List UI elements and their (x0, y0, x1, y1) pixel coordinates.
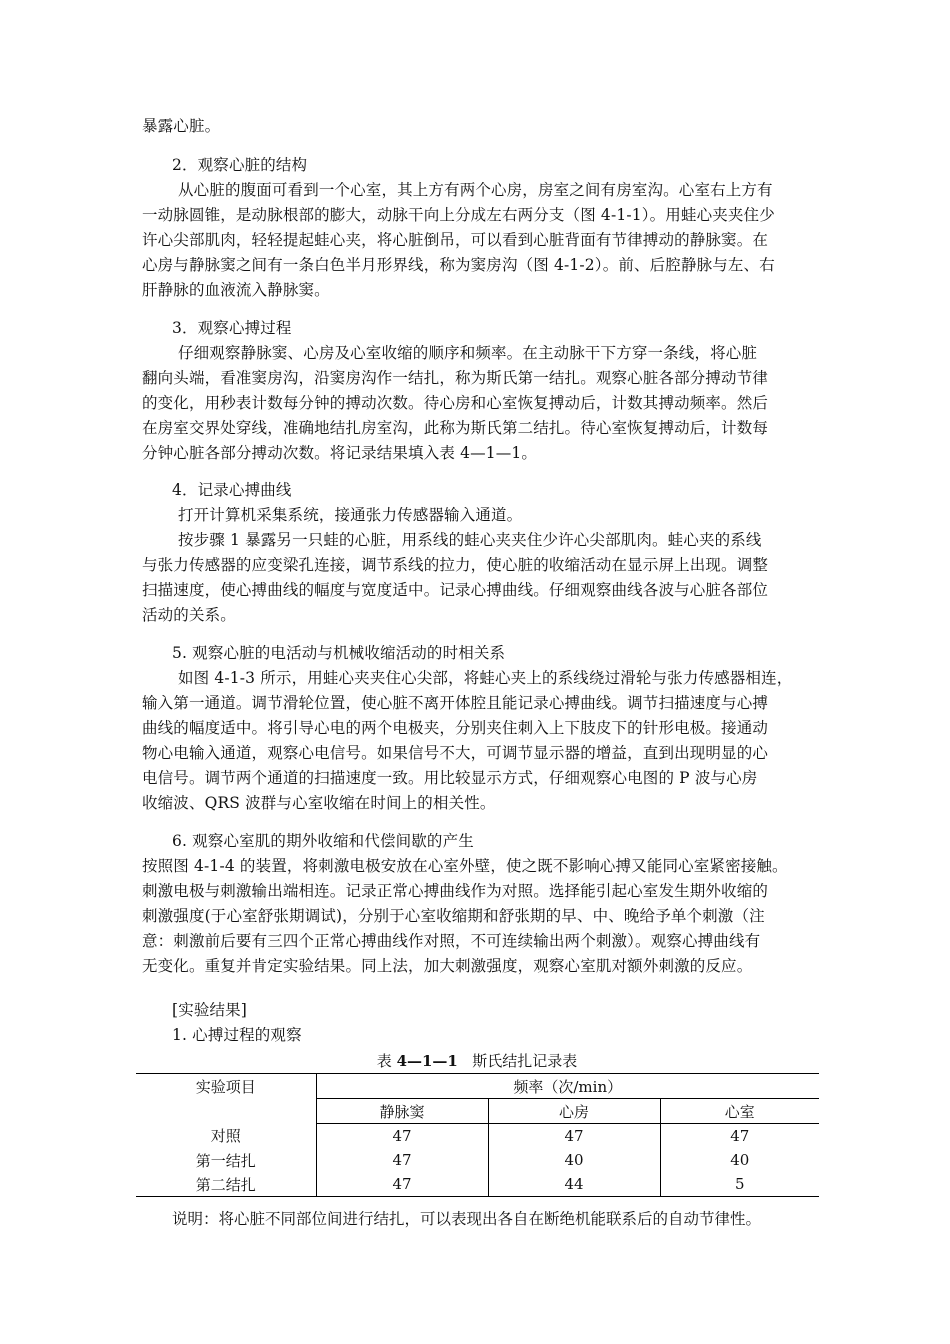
text-line: 4．记录心搏曲线 (172, 481, 292, 499)
subheader-ventricle: 心室 (660, 1099, 819, 1124)
cell-ventricle: 40 (730, 1151, 750, 1169)
row-label: 第一结扎 (136, 1148, 316, 1172)
text-line: [实验结果] (172, 1001, 247, 1019)
text-line: 3．观察心搏过程 (172, 319, 292, 337)
table-row (136, 1124, 819, 1149)
text-line: 从心脏的腹面可看到一个心室，其上方有两个心房，房室之间有房室沟。心室右上方有 (178, 181, 773, 199)
text-line: 如图 4-1-3 所示，用蛙心夹夹住心尖部，将蛙心夹上的系线绕过滑轮与张力传感器相连， (178, 669, 793, 687)
text-line: 刺激强度(于心室舒张期调试)，分别于心室收缩期和舒张期的早、中、晚给予单个刺激（注 (142, 907, 765, 925)
table-note: 说明：将心脏不同部位间进行结扎，可以表现出各自在断绝机能联系后的自动节律性。 (172, 1210, 762, 1228)
text-line: 物心电输入通道，观察心电信号。如果信号不大，可调节显示器的增益，直到出现明显的心 (142, 744, 769, 762)
text-line: 心房与静脉窦之间有一条白色半月形界线，称为窦房沟（图 4-1-2）。前、后腔静脉与左、右 (142, 256, 775, 274)
cell-sinus: 47 (316, 1172, 488, 1197)
text-line: 仔细观察静脉窦、心房及心室收缩的顺序和频率。在主动脉干下方穿一条线，将心脏 (178, 344, 758, 362)
text-line: 2．观察心脏的结构 (172, 156, 308, 174)
row-label: 对照 (136, 1124, 316, 1149)
text-line: 翻向头端，看准窦房沟，沿窦房沟作一结扎，称为斯氏第一结扎。观察心脏各部分搏动节律 (142, 369, 769, 387)
text-line: 意：刺激前后要有三四个正常心搏曲线作对照，不可连续输出两个刺激）。观察心搏曲线有 (142, 932, 761, 950)
table-row (136, 1172, 819, 1197)
text-line: 扫描速度，使心搏曲线的幅度与宽度适中。记录心搏曲线。仔细观察曲线各波与心脏各部位 (142, 581, 769, 599)
cell-atrium: 44 (488, 1172, 660, 1197)
table-caption-prefix: 表 (376, 1052, 397, 1070)
text-line: 刺激电极与刺激输出端相连。记录正常心搏曲线作为对照。选择能引起心室发生期外收缩的 (142, 882, 769, 900)
header-frequency: 频率（次/min） (316, 1074, 819, 1099)
text-line: 分钟心脏各部分搏动次数。将记录结果填入表 4—1—1。 (142, 444, 538, 462)
table-caption-number: 4—1—1 (396, 1052, 458, 1070)
text-line: 5. 观察心脏的电活动与机械收缩活动的时相关系 (172, 644, 506, 662)
row-label: 第二结扎 (136, 1172, 316, 1197)
cell-atrium: 47 (488, 1124, 660, 1149)
text-line: 的变化，用秒表计数每分钟的搏动次数。待心房和心室恢复搏动后，计数其搏动频率。然后 (142, 394, 769, 412)
text-line: 输入第一通道。调节滑轮位置，使心脏不离开体腔且能记录心搏曲线。调节扫描速度与心搏 (142, 694, 769, 712)
ligation-record-table (136, 1073, 819, 1197)
text-line: 按照图 4-1-4 的装置，将刺激电极安放在心室外壁，使之既不影响心搏又能同心室紧密接触。 (142, 857, 788, 875)
header-experiment-item: 实验项目 (136, 1074, 316, 1124)
text-line: 6. 观察心室肌的期外收缩和代偿间歇的产生 (172, 832, 474, 850)
cell-sinus: 47 (316, 1124, 488, 1149)
text-line: 肝静脉的血液流入静脉窦。 (142, 281, 330, 299)
cell-sinus: 47 (316, 1148, 488, 1172)
text-line: 无变化。重复并肯定实验结果。同上法，加大刺激强度，观察心室肌对额外刺激的反应。 (142, 957, 753, 975)
cell-ventricle: 47 (730, 1127, 750, 1145)
text-line: 打开计算机采集系统，接通张力传感器输入通道。 (178, 506, 523, 524)
table-caption-title: 斯氏结扎记录表 (472, 1052, 578, 1070)
text-line: 1. 心搏过程的观察 (172, 1026, 302, 1044)
table-caption (142, 1050, 812, 1072)
text-line: 电信号。调节两个通道的扫描速度一致。用比较显示方式，仔细观察心电图的 P 波与心房 (142, 769, 758, 787)
text-line: 收缩波、QRS 波群与心室收缩在时间上的相关性。 (142, 794, 496, 812)
cell-ventricle: 5 (660, 1172, 819, 1197)
text-line: 一动脉圆锥，是动脉根部的膨大，动脉干向上分成左右两分支（图 4-1-1）。用蛙心夹夹住少 (142, 206, 775, 224)
table-row (136, 1148, 819, 1172)
text-line: 许心尖部肌肉，轻轻提起蛙心夹，将心脏倒吊，可以看到心脏背面有节律搏动的静脉窦。在 (142, 231, 769, 249)
cell-atrium: 40 (488, 1148, 660, 1172)
text-line: 与张力传感器的应变梁孔连接，调节系线的拉力，使心脏的收缩活动在显示屏上出现。调整 (142, 556, 769, 574)
text-line: 暴露心脏。 (142, 117, 221, 135)
subheader-atrium: 心房 (488, 1099, 660, 1124)
text-line: 活动的关系。 (142, 606, 236, 624)
text-line: 按步骤 1 暴露另一只蛙的心脏，用系线的蛙心夹夹住少许心尖部肌肉。蛙心夹的系线 (178, 531, 762, 549)
subheader-sinus-venosus: 静脉窦 (316, 1099, 488, 1124)
text-line: 曲线的幅度适中。将引导心电的两个电极夹，分别夹住刺入上下肢皮下的针形电极。接通动 (142, 719, 769, 737)
text-line: 在房室交界处穿线，准确地结扎房室沟，此称为斯氏第二结扎。待心室恢复搏动后，计数每 (142, 419, 769, 437)
